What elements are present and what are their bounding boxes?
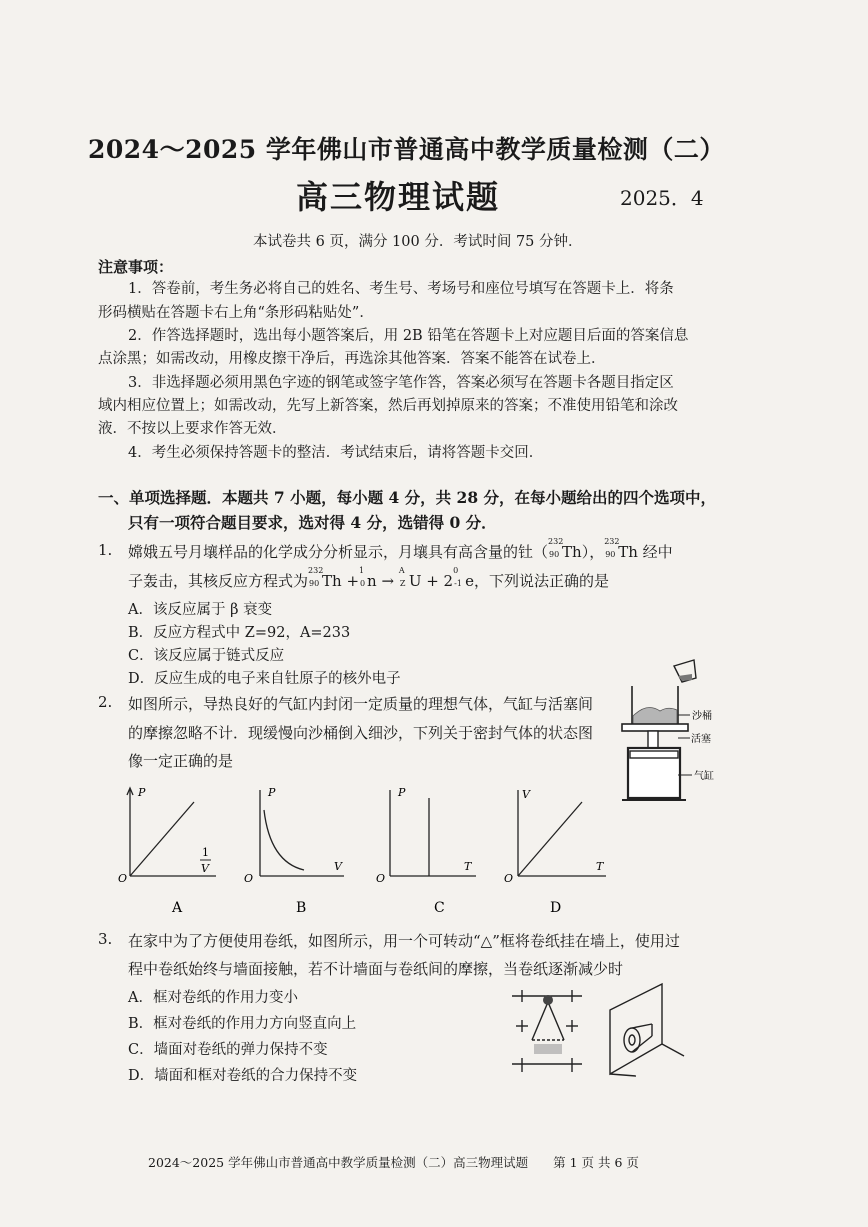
section-heading: 只有一项符合题目要求，选对得 4 分，选错得 0 分． <box>128 513 497 532</box>
question-number: 1. <box>98 541 113 559</box>
roll-axle <box>543 995 553 1005</box>
graph-d <box>500 782 612 922</box>
svg-text:T: T <box>464 860 472 873</box>
wall-view <box>610 984 684 1076</box>
option-c: C．该反应属于链式反应 <box>128 648 285 664</box>
nuclide: 0 -1 <box>453 566 462 588</box>
sand-bucket-icon <box>632 686 678 724</box>
pouring-cup-icon <box>674 660 696 682</box>
label-piston: 活塞 <box>691 734 711 745</box>
option-d: D．反应生成的电子来自钍原子的核外电子 <box>128 671 401 687</box>
gas-cylinder <box>622 748 686 800</box>
svg-text:V: V <box>334 860 342 873</box>
question-text: 如图所示，导热良好的气缸内封闭一定质量的理想气体，气缸与活塞间 <box>128 695 594 713</box>
nuclide: 232 90 <box>548 537 564 559</box>
svg-text:V: V <box>522 788 530 801</box>
graph-b-label: B <box>296 900 307 916</box>
notice-line: 形码横贴在答题卡右上角“条形码粘贴处”． <box>98 305 374 321</box>
graph-a-label: A <box>172 900 183 916</box>
page-footer: 2024～2025 学年佛山市普通高中教学质量检测（二）高三物理试题 第 1 页 共 6 页 <box>148 1155 639 1170</box>
question-text: 像一定正确的是 <box>128 752 234 770</box>
graph-d-line <box>518 802 582 876</box>
graph-b <box>236 782 346 922</box>
graph-a-line <box>130 802 194 876</box>
graph-c-label: C <box>434 900 445 916</box>
exam-intro: 本试卷共 6 页，满分 100 分．考试时间 75 分钟． <box>253 234 583 250</box>
exam-title: 2024～2025 学年佛山市普通高中教学质量检测（二） <box>88 135 725 164</box>
option-d: D．墙面和框对卷纸的合力保持不变 <box>128 1068 358 1084</box>
paper-roll-figure <box>508 980 688 1080</box>
notice-line: 4．考生必须保持答题卡的整洁．考试结束后，请将答题卡交回． <box>128 445 544 461</box>
nuclide: 232 90 <box>604 537 620 559</box>
nuclide: 232 90 <box>308 566 324 588</box>
cylinder-apparatus-figure <box>612 656 718 806</box>
exam-date: 2025．4 <box>620 186 704 210</box>
svg-text:V: V <box>201 862 209 875</box>
platform <box>622 724 688 731</box>
option-a: A．该反应属于 β 衰变 <box>128 602 273 618</box>
option-b: B．框对卷纸的作用力方向竖直向上 <box>128 1016 357 1032</box>
question-text: 嫦娥五号月壤样品的化学成分分析显示，月壤具有高含量的钍（ 232 90 Th）， 232 90 Th 经中 <box>128 537 673 561</box>
label-cylinder: 气缸 <box>694 771 714 782</box>
option-b: B．反应方程式中 Z=92，A=233 <box>128 625 351 641</box>
notice-line: 液．不按以上要求作答无效． <box>98 421 287 437</box>
question-text: 子轰击，其核反应方程式为 232 90 Th + 1 0 n → A Z U + 2 0 -1 e，下列说法正确的是 <box>128 566 609 590</box>
subject-title: 高三物理试题 <box>296 178 501 216</box>
question-number: 3. <box>98 930 113 948</box>
notice-line: 2．作答选择题时，选出每小题答案后，用 2B 铅笔在答题卡上对应题目后面的答案信息 <box>128 328 689 344</box>
nuclide: A Z <box>398 566 406 588</box>
question-number: 2. <box>98 693 113 711</box>
section-heading: 一、单项选择题．本题共 7 小题，每小题 4 分，共 28 分，在每小题给出的四个选项中， <box>98 488 717 507</box>
label-sand-bucket: 沙桶 <box>692 711 712 722</box>
svg-text:O: O <box>376 872 386 885</box>
question-text: 的摩擦忽略不计．现缓慢向沙桶倒入细沙，下列关于密封气体的状态图 <box>128 724 594 742</box>
graph-c <box>372 782 482 922</box>
graph-a <box>112 782 222 922</box>
paper-roll <box>534 1044 562 1054</box>
option-a: A．框对卷纸的作用力变小 <box>128 990 298 1006</box>
question-text: 在家中为了方便使用卷纸，如图所示，用一个可转动“△”框将卷纸挂在墙上，使用过 <box>128 932 680 950</box>
svg-text:O: O <box>244 872 254 885</box>
notice-heading: 注意事项： <box>98 258 174 276</box>
svg-text:1: 1 <box>202 846 209 859</box>
option-c: C．墙面对卷纸的弹力保持不变 <box>128 1042 328 1058</box>
svg-text:P: P <box>268 786 276 799</box>
notice-line: 域内相应位置上；如需改动，先写上新答案，然后再划掉原来的答案；不准使用铅笔和涂改 <box>98 398 678 414</box>
svg-text:P: P <box>138 786 146 799</box>
svg-text:O: O <box>504 872 514 885</box>
notice-line: 1．答卷前，考生务必将自己的姓名、考生号、考场号和座位号填写在答题卡上．将条 <box>128 281 674 297</box>
graph-b-curve <box>264 810 304 870</box>
question-text: 程中卷纸始终与墙面接触，若不计墙面与卷纸间的摩擦，当卷纸逐渐减少时 <box>128 960 624 978</box>
svg-text:P: P <box>398 786 406 799</box>
notice-line: 3．非选择题必须用黑色字迹的钢笔或签字笔作答，答案必须写在答题卡各题目指定区 <box>128 375 674 391</box>
notice-line: 点涂黑；如需改动，用橡皮擦干净后，再选涂其他答案．答案不能答在试卷上． <box>98 351 606 367</box>
svg-text:O: O <box>118 872 128 885</box>
svg-text:T: T <box>596 860 604 873</box>
nuclide: 1 0 <box>359 566 366 588</box>
graph-d-label: D <box>550 900 562 916</box>
